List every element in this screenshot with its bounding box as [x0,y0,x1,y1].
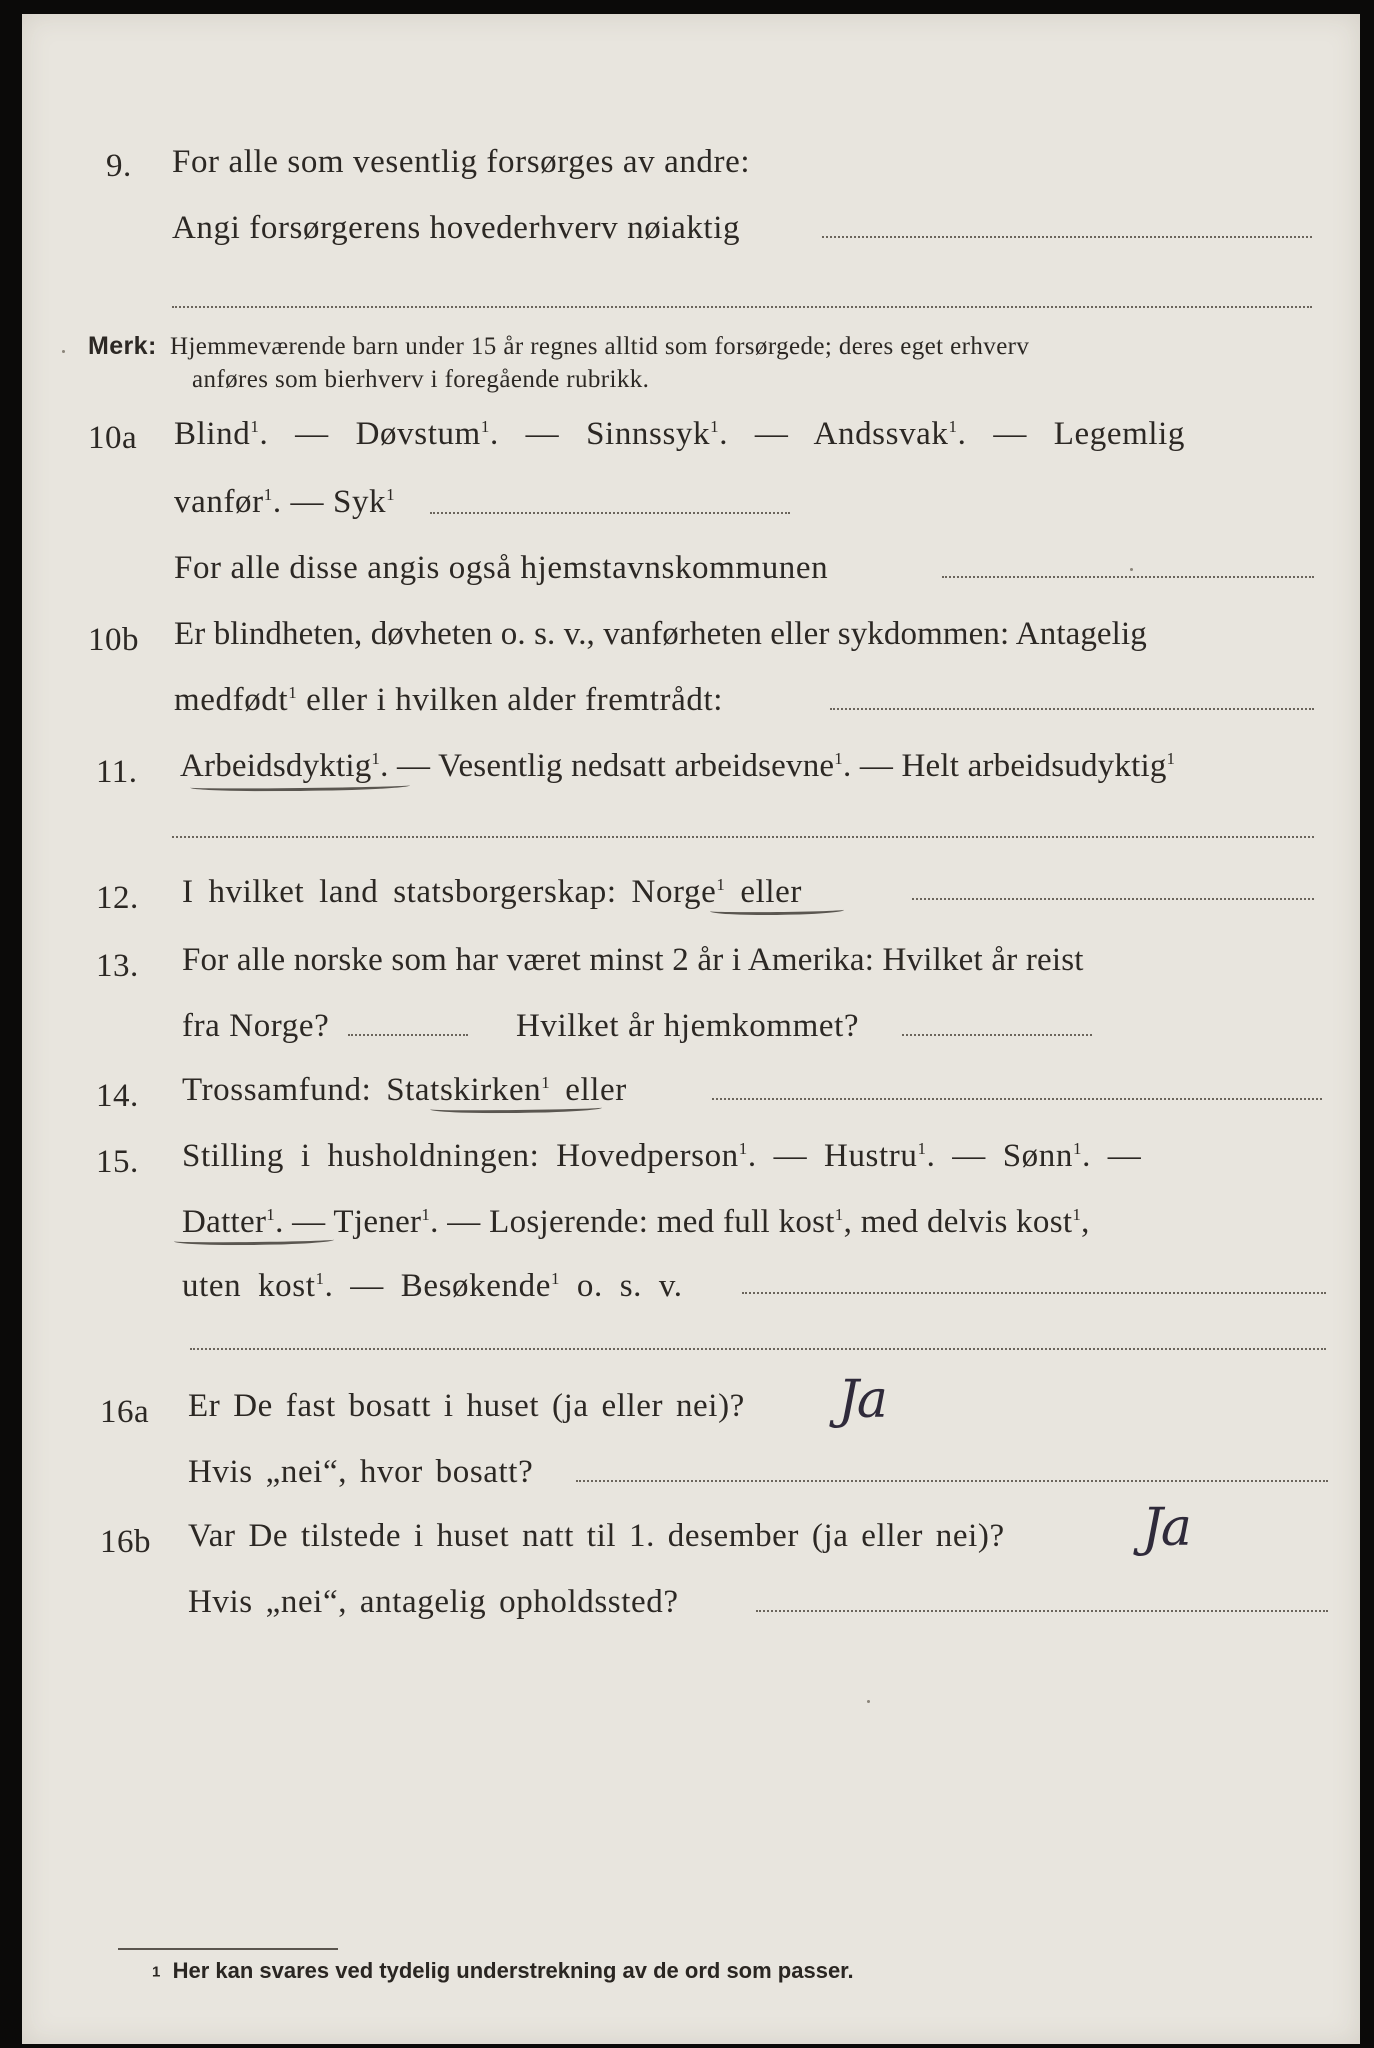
question-number-9: 9. [106,148,132,184]
q13-hjemkommet-field[interactable] [902,1034,1092,1036]
footnote [152,1958,854,1984]
footnote-rule [118,1948,338,1950]
q16b-line2: Hvis „nei“, antagelig opholdssted? [188,1584,679,1620]
footnote-ref: 1 [421,1205,431,1224]
merk-label: Merk: [88,332,157,360]
option-syk[interactable]: . — Syk [272,484,387,520]
q9-answer-field-2[interactable] [172,306,1312,308]
q14-eller: eller [550,1072,627,1108]
option-legemlig[interactable]: . — Legemlig [957,416,1186,452]
question-number-11: 11. [96,754,138,790]
q11-line1 [180,748,1175,785]
footnote-ref: 1 [1072,1205,1082,1224]
q12-line1 [182,874,802,911]
footnote-ref: 1 [266,1205,276,1224]
q16b-handwritten-answer[interactable]: Ja [1142,1498,1190,1558]
footnote-ref: 1 [263,485,273,504]
footnote-ref: 1 [834,1205,844,1224]
q15-line3 [182,1268,683,1305]
q12-answer-field[interactable] [912,898,1314,900]
q10b-line2 [174,682,723,719]
q13-line2b: Hvilket år hjemkommet? [516,1008,860,1044]
question-number-12: 12. [96,880,139,916]
footnote-ref: 1 [371,749,381,768]
paper-speck [62,350,65,353]
question-number-16a: 16a [100,1394,150,1430]
option-statskirken[interactable]: Statskirken [386,1072,542,1108]
q15-dash: . — [1082,1138,1142,1174]
option-nedsatt-arbeidsevne[interactable]: . — Vesentlig nedsatt arbeidsevne [380,748,835,784]
question-number-10a: 10a [88,420,138,456]
footnote-ref: 1 [716,875,726,894]
arbeidsdyktig-underline-mark [190,781,410,792]
footnote-ref: 1 [288,683,298,702]
q16a-line1: Er De fast bosatt i huset (ja eller nei)? [188,1388,745,1424]
q9-answer-field[interactable] [822,236,1312,238]
q10b-alder-label: eller i hvilken alder fremtrådt: [297,682,724,718]
footnote-ref: 1 [386,485,396,504]
paper-speck [867,1700,870,1703]
option-besokende[interactable]: . — Besøkende [324,1268,551,1304]
footnote-ref: 1 [1072,1139,1083,1158]
q15-osv: o. s. v. [560,1268,683,1304]
census-form-page [22,14,1360,2044]
q12-eller: eller [725,874,802,910]
q15-answer-field[interactable] [742,1292,1326,1294]
footnote-ref: 1 [541,1073,551,1092]
footnote-ref: 1 [917,1139,927,1158]
option-full-kost[interactable]: . — Losjerende: med full kost [430,1204,835,1240]
q14-label: Trossamfund: [182,1072,387,1108]
q15-answer-field-2[interactable] [190,1348,1326,1350]
option-uten-kost[interactable]: uten kost [182,1268,316,1304]
q16a-line2: Hvis „nei“, hvor bosatt? [188,1454,534,1490]
norge-underline-mark [710,905,844,915]
q16a-bosatt-field[interactable] [576,1480,1328,1482]
footnote-ref: 1 [250,417,260,436]
option-datter[interactable]: Datter [182,1204,267,1240]
q10a-line1 [174,416,1185,453]
merk-text-1: Hjemmeværende barn under 15 år regnes alltid som forsørgede; deres eget erhverv [170,333,1030,360]
footnote-ref: 1 [550,1269,561,1288]
option-andssvak[interactable]: . — Andssvak [719,416,949,452]
question-number-14: 14. [96,1078,139,1114]
merk-note-line1 [88,332,1029,361]
q10a-line3: For alle disse angis også hjemstavnskommunen [174,550,829,586]
option-blind[interactable]: Blind [174,416,251,452]
question-number-15: 15. [96,1144,139,1180]
q16b-opholdssted-field[interactable] [756,1610,1328,1612]
question-number-10b: 10b [88,622,139,658]
q10a-line2 [174,484,395,521]
footnote-ref: 1 [710,417,720,436]
option-sonn[interactable]: . — Sønn [926,1138,1073,1174]
q12-label: I hvilket land statsborgerskap: [182,874,632,910]
question-number-16b: 16b [100,1524,151,1560]
q10b-alder-field[interactable] [830,708,1314,710]
footnote-ref: 1 [315,1269,325,1288]
option-dovstum[interactable]: . — Døvstum [259,416,481,452]
q14-answer-field[interactable] [712,1098,1322,1100]
merk-note-line2: anføres som bierhverv i foregående rubrikk. [192,366,650,393]
option-tjener[interactable]: . — Tjener [275,1204,422,1240]
footnote-ref: 1 [834,749,843,768]
footnote-ref: 1 [480,417,490,436]
option-hustru[interactable]: . — Hustru [747,1138,918,1174]
q13-line1: For alle norske som har været minst 2 år i Amerika: Hvilket år reist [182,942,1084,978]
option-medfodt[interactable]: medfødt [174,682,289,718]
footnote-ref: 1 [1166,749,1176,768]
statskirken-underline-mark [430,1103,602,1114]
footnote-ref: 1 [948,417,958,436]
q16b-line1: Var De tilstede i huset natt til 1. desember (ja eller nei)? [188,1518,1005,1554]
q10a-hjemstavn-field[interactable] [942,576,1314,578]
datter-underline-mark [174,1235,334,1246]
q10b-line1: Er blindheten, døvheten o. s. v., vanførheten eller sykdommen: Antagelig [174,616,1147,652]
option-sinnssyk[interactable]: . — Sinnssyk [489,416,711,452]
question-number-13: 13. [96,948,139,984]
q13-line2a: fra Norge? [182,1008,330,1044]
q11-answer-field[interactable] [172,836,1314,838]
option-arbeidsdyktig[interactable]: Arbeidsdyktig [180,748,372,784]
option-arbeidsudyktig[interactable]: . — Helt arbeidsudyktig [842,748,1167,784]
option-delvis-kost[interactable]: , med delvis kost [843,1204,1073,1240]
option-norge[interactable]: Norge [631,874,717,910]
q9-line1: For alle som vesentlig forsørges av andre: [172,144,751,180]
q15-line1 [182,1138,1141,1175]
q9-line2: Angi forsørgerens hovederhverv nøiaktig [172,210,741,246]
q13-reist-field[interactable] [348,1034,468,1036]
footnote-mark: 1 [152,1963,161,1981]
q15-comma: , [1081,1204,1090,1240]
paper-speck [1130,568,1133,571]
option-hovedperson[interactable]: Stilling i husholdningen: Hovedperson [182,1138,739,1174]
option-vanfor[interactable]: vanfør [174,484,264,520]
footnote-text: Her kan svares ved tydelig understrekning av de ord som passer. [172,1958,854,1983]
q10a-syk-field[interactable] [430,512,790,514]
q16a-handwritten-answer[interactable]: Ja [838,1370,886,1430]
footnote-ref: 1 [738,1139,748,1158]
